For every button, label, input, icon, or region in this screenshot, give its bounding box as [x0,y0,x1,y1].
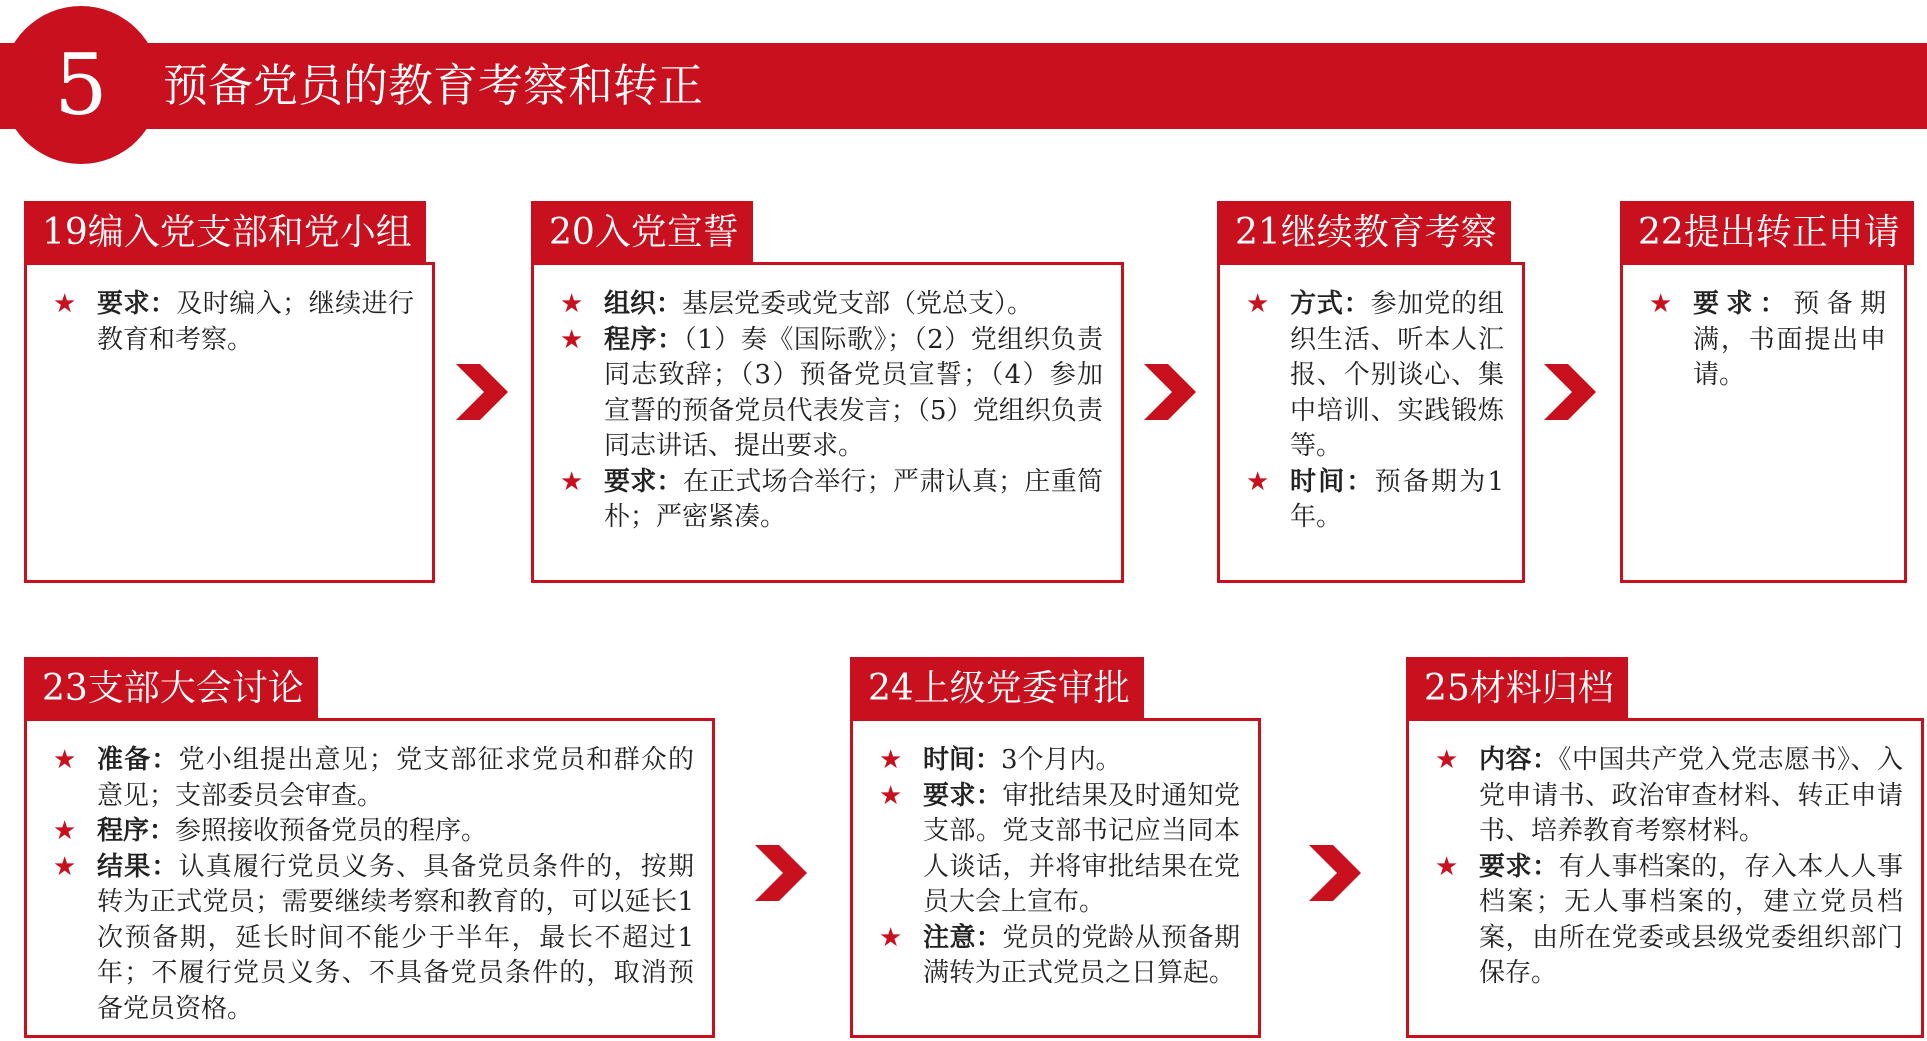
bullet-text: 有人事档案的，存入本人人事档案；无人事档案的，建立党员档案，由所在党委或县级党委组织部门保存。 [1479,851,1903,988]
star-icon: ★ [1435,745,1459,775]
bullet-item [1435,850,1903,992]
section-number-badge: 5 [2,6,160,164]
bullet-item [1649,287,1886,394]
bullet-label: 结果： [97,851,179,882]
step-content [1649,287,1886,394]
step-card-24 [850,668,1261,1038]
step-title: 23支部大会讨论 [24,657,318,721]
chevron-right-icon [1540,362,1600,422]
bullet-text: 党小组提出意见；党支部征求党员和群众的意见；支部委员会审查。 [97,745,694,811]
bullet-item [53,850,694,1028]
step-title: 19编入党支部和党小组 [24,201,426,265]
bullet-label: 准备： [97,745,179,775]
bullet-item [1246,287,1504,465]
star-icon: ★ [1246,289,1270,319]
star-icon: ★ [53,816,77,846]
bullet-item [1435,743,1903,850]
bullet-text: 参加党的组织生活、听本人汇报、个别谈心、集中培训、实践锻炼等。 [1290,289,1504,461]
step-title: 22提出转正申请 [1620,201,1914,265]
bullet-text: 参照接收预备党员的程序。 [175,816,488,846]
step-card-20 [531,212,1124,583]
bullet-text: 在正式场合举行；严肃认真；庄重简朴；严密紧凑。 [604,466,1103,532]
bullet-label: 时间： [1290,466,1375,497]
star-icon: ★ [1246,466,1270,497]
bullet-label: 程序： [97,816,176,846]
bullet-text: 认真履行党员义务、具备党员条件的，按期转为正式党员；需要继续考察和教育的，可以延长1次预备期，延长时间不能少于半年，最长不超过1年；不履行党员义务、不具备党员条件的，取消预备党员资格。 [97,851,694,1024]
bullet-label: 方式： [1290,289,1371,319]
chevron-right-icon [751,843,811,903]
step-title: 24上级党委审批 [850,657,1144,721]
bullet-label: 要求： [97,289,177,319]
bullet-label: 要求： [1479,851,1559,882]
bullet-text: 及时编入；继续进行教育和考察。 [97,289,414,355]
star-icon: ★ [53,289,77,319]
star-icon: ★ [560,466,584,497]
bullet-item [879,921,1240,992]
star-icon: ★ [879,922,903,953]
step-content [1435,743,1903,992]
star-icon: ★ [560,324,584,355]
bullet-text: 3个月内。 [1001,745,1122,775]
section-title: 预备党员的教育考察和转正 [163,59,704,112]
step-card-23 [24,668,715,1038]
bullet-text: 预备期为1年。 [1290,466,1504,532]
step-content [53,743,694,1027]
step-title: 21继续教育考察 [1217,201,1511,265]
bullet-label: 时间： [923,745,1002,775]
star-icon: ★ [1649,289,1673,319]
bullet-item [879,743,1240,779]
bullet-text: 预备期满，书面提出申请。 [1693,289,1886,390]
bullet-text: 党员的党龄从预备期满转为正式党员之日算起。 [923,922,1240,988]
bullet-item [560,287,1103,323]
star-icon: ★ [53,851,77,882]
bullet-item [560,323,1103,465]
bullet-label: 要求： [604,466,683,497]
star-icon: ★ [560,289,584,319]
step-card-21 [1217,212,1525,583]
bullet-item [53,743,694,814]
bullet-item [1246,465,1504,536]
star-icon: ★ [879,780,903,811]
step-title: 25材料归档 [1406,657,1628,721]
bullet-text: （1）奏《国际歌》；（2）党组织负责同志致辞；（3）预备党员宣誓；（4）参加宣誓的预备党员代表发言；（5）党组织负责同志讲话、提出要求。 [604,324,1103,461]
bullet-label: 程序： [604,324,684,355]
bullet-text: 审批结果及时通知党支部。党支部书记应当同本人谈话，并将审批结果在党员大会上宣布。 [923,780,1240,917]
bullet-item [53,287,414,358]
bullet-label: 内容： [1479,745,1559,775]
bullet-label: 注意： [923,922,1003,953]
step-title: 20入党宣誓 [531,201,753,265]
bullet-text: 《中国共产党入党志愿书》、入党申请书、政治审查材料、转正申请书、培养教育考察材料。 [1479,745,1903,846]
bullet-label: 组织： [604,289,683,319]
bullet-item [53,814,694,850]
step-card-22 [1620,212,1907,583]
bullet-label: 要求： [1693,289,1794,319]
step-content [53,287,414,358]
star-icon: ★ [879,745,903,775]
step-content [560,287,1103,536]
bullet-item [560,465,1103,536]
step-content [879,743,1240,992]
chevron-right-icon [1140,362,1200,422]
bullet-label: 要求： [923,780,1003,811]
step-card-25 [1406,668,1924,1038]
bullet-item [879,779,1240,921]
star-icon: ★ [1435,851,1459,882]
step-card-19 [24,212,435,583]
star-icon: ★ [53,745,77,775]
chevron-right-icon [452,362,512,422]
bullet-text: 基层党委或党支部（党总支）。 [682,289,1034,319]
chevron-right-icon [1305,843,1365,903]
step-content [1246,287,1504,536]
